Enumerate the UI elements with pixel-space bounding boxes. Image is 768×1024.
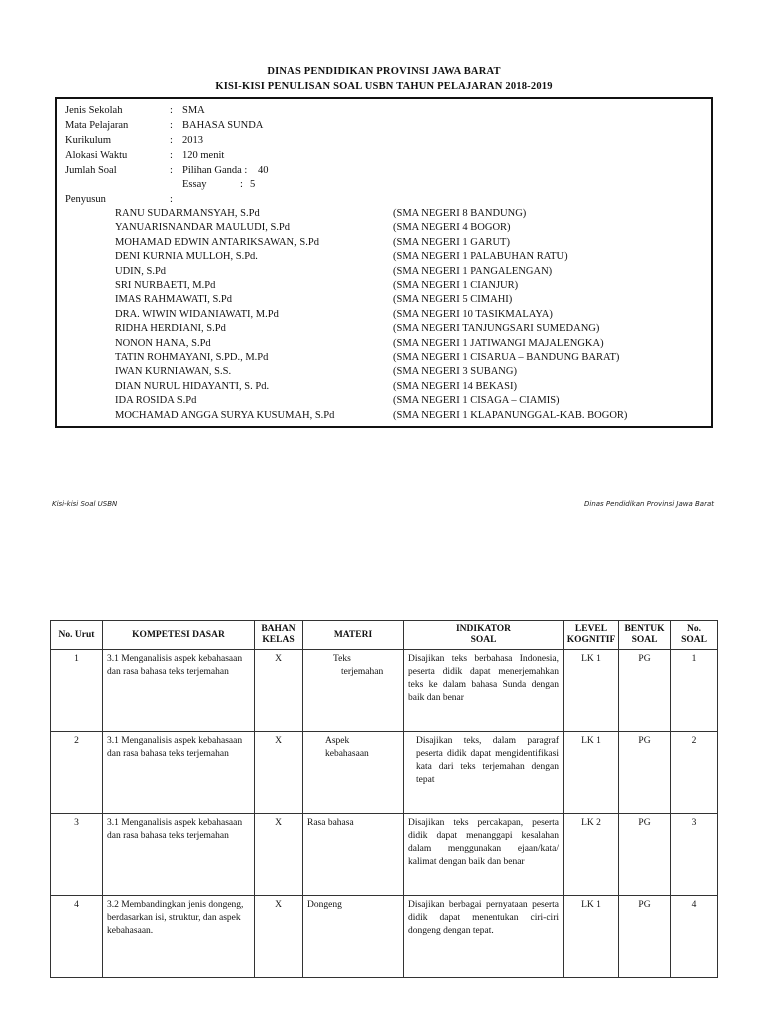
header-kompetensi-dasar: KOMPETESI DASAR xyxy=(103,621,255,650)
table-row xyxy=(51,896,718,978)
cell-bahan-kelas: X xyxy=(255,814,303,896)
penyusun-school: (SMA NEGERI 1 JATIWANGI MAJALENGKA) xyxy=(393,337,604,349)
penyusun-name: MOHAMAD EDWIN ANTARIKSAWAN, S.Pd xyxy=(115,236,319,248)
penyusun-school: (SMA NEGERI TANJUNGSARI SUMEDANG) xyxy=(393,323,600,335)
penyusun-name: YANUARISNANDAR MAULUDI, S.Pd xyxy=(115,222,291,234)
penyusun-school: (SMA NEGERI 1 CISARUA – BANDUNG BARAT) xyxy=(393,352,620,363)
header-bahan-kelas: BAHAN KELAS xyxy=(255,621,303,650)
penyusun-name: RIDHA HERDIANI, S.Pd xyxy=(115,323,226,335)
header-bentuk-soal: BENTUK SOAL xyxy=(619,621,671,650)
penyusun-school: (SMA NEGERI 1 PALABUHAN RATU) xyxy=(393,251,568,263)
cell-kompetensi-dasar: 3.1 Menganalisis aspek kebahasaan dan rasa bahasa teks terjemahan xyxy=(103,814,255,896)
penyusun-name: RANU SUDARMANSYAH, S.Pd xyxy=(115,208,260,219)
penyusun-name: DENI KURNIA MULLOH, S.Pd. xyxy=(115,251,258,263)
penyusun-school: (SMA NEGERI 1 CISAGA – CIAMIS) xyxy=(393,395,560,407)
kisi-table xyxy=(50,620,718,978)
cell-kompetensi-dasar: 3.1 Menganalisis aspek kebahasaan dan rasa bahasa teks terjemahan xyxy=(103,732,255,814)
info-essay: Essay xyxy=(182,179,207,190)
penyusun-school: (SMA NEGERI 1 PANGALENGAN) xyxy=(393,265,553,277)
header-level-kognitif: LEVEL KOGNITIF xyxy=(564,621,619,650)
penyusun-school: (SMA NEGERI 1 GARUT) xyxy=(393,236,510,248)
cell-bentuk-soal: PG xyxy=(619,732,671,814)
penyusun-school: (SMA NEGERI 14 BEKASI) xyxy=(393,380,517,392)
cell-bentuk-soal: PG xyxy=(619,650,671,732)
cell-bahan-kelas: X xyxy=(255,732,303,814)
cell-no-urut: 3 xyxy=(51,814,103,896)
header-materi: MATERI xyxy=(303,621,404,650)
cell-no-soal: 4 xyxy=(671,896,718,978)
cell-kompetensi-dasar: 3.1 Menganalisis aspek kebahasaan dan rasa bahasa teks terjemahan xyxy=(103,650,255,732)
footer-right: Dinas Pendidikan Provinsi Jawa Barat xyxy=(584,500,714,508)
cell-level-kognitif: LK 1 xyxy=(564,650,619,732)
info-box: Jenis Sekolah : SMA Mata Pelajaran : BAHASA SUNDA Kurikulum : 2013 Alokasi Waktu : 120 menit Jumlah Soal : Pilihan Ganda : 40 Essay : 5 Penyusun : RANU SUDARMANSYAH, S.Pd (SMA NEGERI 8 BANDUNG) YANUARISNANDAR MAULUDI, S.Pd (SMA NEGERI 4 BOGOR) MOHAMAD EDWIN ANTARIKSAWAN, S.Pd (SMA NEGERI 1 GARUT) DENI KURNIA MULLOH, S.Pd. (SMA NEGERI 1 PALABUHAN RATU) UDIN, S.Pd (SMA NEGERI 1 PANGALENGAN) SRI NURBAETI, M.Pd (SMA NEGERI 1 CIANJUR) IMAS RAHMAWATI, S.Pd (SMA NEGERI 5 CIMAHI) DRA. WIWIN WIDANIAWATI, M.Pd (SMA NEGERI 10 TASIKMALAYA) RIDHA HERDIANI, S.Pd (SMA NEGERI TANJUNGSARI SUMEDANG) NONON HANA, S.Pd (SMA NEGERI 1 JATIWANGI MAJALENGKA) TATIN ROHMAYANI, S.PD., M.Pd (SMA NEGERI 1 CISARUA – BANDUNG BARAT) IWAN KURNIAWAN, S.S. (SMA NEGERI 3 SUBANG) DIAN NURUL HIDAYANTI, S. Pd. (SMA NEGERI 14 BEKASI) IDA ROSIDA S.Pd (SMA NEGERI 1 CISAGA – CIAMIS) MOCHAMAD ANGGA SURYA KUSUMAH, S.Pd (SMA NEGERI 1 KLAPANUNGGAL-KAB. BOGOR) xyxy=(55,97,713,428)
penyusun-name: DIAN NURUL HIDAYANTI, S. Pd. xyxy=(115,380,270,392)
penyusun-school: (SMA NEGERI 5 CIMAHI) xyxy=(393,294,513,306)
penyusun-school: (SMA NEGERI 1 KLAPANUNGGAL-KAB. BOGOR) xyxy=(393,409,628,421)
cell-no-urut: 2 xyxy=(51,732,103,814)
cell-materi: Teks terjemahan xyxy=(303,650,404,732)
penyusun-name: NONON HANA, S.Pd xyxy=(115,337,211,349)
cell-level-kognitif: LK 2 xyxy=(564,814,619,896)
cell-bentuk-soal: PG xyxy=(619,896,671,978)
cell-indikator: Disajikan teks berbahasa Indonesia, peserta didik dapat menerjemahkan teks ke dalam bahasa Sunda dengan baik dan benar xyxy=(404,650,564,732)
cell-indikator: Disajikan berbagai pernyataan peserta didik dapat menentukan ciri-ciri dongeng dengan tepat. xyxy=(404,896,564,978)
cell-no-urut: 1 xyxy=(51,650,103,732)
table-row xyxy=(51,814,718,896)
penyusun-name: IWAN KURNIAWAN, S.S. xyxy=(115,366,232,378)
cell-materi: Dongeng xyxy=(303,896,404,978)
cell-materi: Aspek kebahasaan xyxy=(303,732,404,814)
penyusun-name: UDIN, S.Pd xyxy=(115,265,167,277)
table-row xyxy=(51,732,718,814)
cell-bahan-kelas: X xyxy=(255,650,303,732)
cell-no-soal: 3 xyxy=(671,814,718,896)
penyusun-school: (SMA NEGERI 3 SUBANG) xyxy=(393,366,517,378)
penyusun-name: IDA ROSIDA S.Pd xyxy=(115,395,197,407)
info-essay-colon: : xyxy=(240,179,243,190)
penyusun-name: MOCHAMAD ANGGA SURYA KUSUMAH, S.Pd xyxy=(115,409,335,421)
cell-level-kognitif: LK 1 xyxy=(564,732,619,814)
penyusun-school: (SMA NEGERI 8 BANDUNG) xyxy=(393,208,527,219)
cell-no-soal: 2 xyxy=(671,732,718,814)
cell-no-soal: 1 xyxy=(671,650,718,732)
cell-kompetensi-dasar: 3.2 Membandingkan jenis dongeng, berdasarkan isi, struktur, dan aspek kebahasaan. xyxy=(103,896,255,978)
essay-count: 5 xyxy=(250,179,256,190)
header-line-1: DINAS PENDIDIKAN PROVINSI JAWA BARAT xyxy=(267,66,501,77)
penyusun-name: SRI NURBAETI, M.Pd xyxy=(115,280,216,291)
pg-count: 40 xyxy=(258,165,269,176)
header-no-urut: No. Urut xyxy=(51,621,103,650)
penyusun-name: DRA. WIWIN WIDANIAWATI, M.Pd xyxy=(115,308,279,320)
cell-materi: Rasa bahasa xyxy=(303,814,404,896)
cell-indikator: Disajikan teks, dalam paragraf peserta didik dapat mengidentifikasi kata dari teks terjemahan dengan tepat xyxy=(404,732,564,814)
cell-level-kognitif: LK 1 xyxy=(564,896,619,978)
header-indikator-soal: INDIKATOR SOAL xyxy=(404,621,564,650)
penyusun-school: (SMA NEGERI 10 TASIKMALAYA) xyxy=(393,308,553,320)
header-no-soal: No. SOAL xyxy=(671,621,718,650)
header-line-2: KISI-KISI PENULISAN SOAL USBN TAHUN PELAJARAN 2018-2019 xyxy=(215,81,553,92)
cell-indikator: Disajikan teks percakapan, peserta didik dapat menanggapi kesalahan dalam menggunakan ejaan/kata/ kalimat dengan baik dan benar xyxy=(404,814,564,896)
penyusun-school: (SMA NEGERI 4 BOGOR) xyxy=(393,222,511,234)
footer-left: Kisi-kisi Soal USBN xyxy=(52,500,118,508)
table-row xyxy=(51,650,718,732)
cell-no-urut: 4 xyxy=(51,896,103,978)
penyusun-name: IMAS RAHMAWATI, S.Pd xyxy=(115,294,233,306)
penyusun-name: TATIN ROHMAYANI, S.PD., M.Pd xyxy=(115,352,269,363)
penyusun-school: (SMA NEGERI 1 CIANJUR) xyxy=(393,280,519,291)
cell-bentuk-soal: PG xyxy=(619,814,671,896)
cell-bahan-kelas: X xyxy=(255,896,303,978)
table-header-row xyxy=(51,621,718,650)
